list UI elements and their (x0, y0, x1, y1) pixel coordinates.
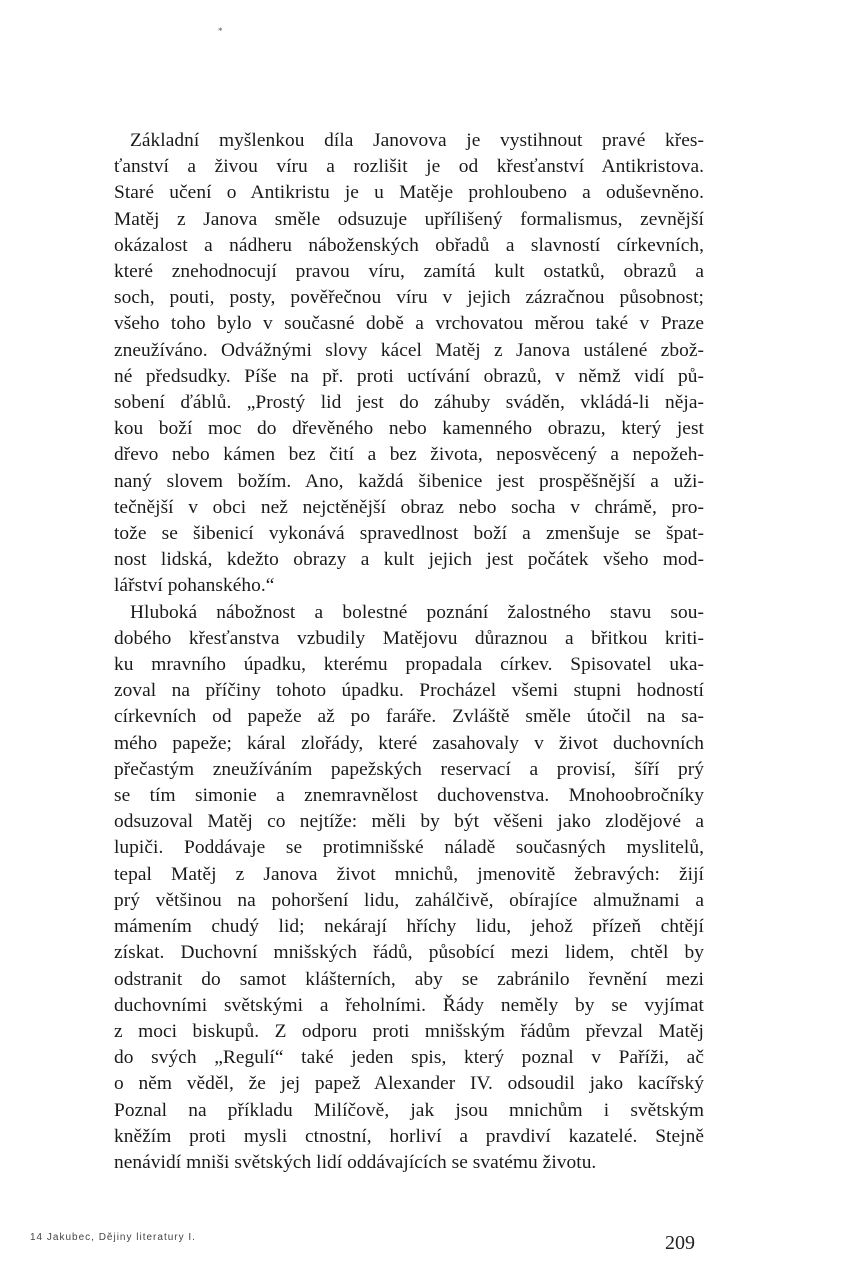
text-line: ku mravního úpadku, kterému propadala církev. Spisovatel uka- (114, 654, 704, 676)
page-number: 209 (665, 1232, 695, 1254)
text-line: z moci biskupů. Z odporu proti mnišským řádům převzal Matěj (114, 1020, 704, 1042)
text-line: všeho toho bylo v současné době a vrchovatou měrou také v Praze (114, 313, 704, 335)
text-line: odstranit do samot klášterních, aby se zabránilo řevnění mezi (114, 968, 704, 990)
text-line: nost lidská, kdežto obrazy a kult jejich jest počátek všeho mod- (114, 549, 704, 571)
text-line: kněžím proti mysli ctnostní, horliví a pravdiví kazatelé. Stejně (114, 1125, 704, 1147)
paragraph-2 (114, 600, 704, 1176)
text-line: soch, pouti, posty, pověřečnou víru v jejich zázračnou působnost; (114, 287, 704, 309)
text-line: se tím simonie a znemravnělost duchovenstva. Mnohoobročníky (114, 785, 704, 807)
text-line: zoval na příčiny tohoto úpadku. Procházel všemi stupni hodností (114, 680, 704, 702)
page-mark: * (218, 26, 223, 36)
text-line: získat. Duchovní mnišských řádů, působící mezi lidem, chtěl by (114, 942, 704, 964)
text-line: mého papeže; káral zlořády, které zasahovaly v život duchovních (114, 732, 704, 754)
text-line: dřevo nebo kámen bez čití a bez života, neposvěcený a nepožeh- (114, 444, 704, 466)
text-line: prý většinou na pohoršení lidu, zahálčivě, obírajíce almužnami a (114, 889, 704, 911)
text-line: o něm věděl, že jej papež Alexander IV. odsoudil jako kacířský (114, 1073, 704, 1095)
text-line: přečastým zneužíváním papežských reservací a provisí, šíří prý (114, 758, 704, 780)
text-line: né předsudky. Píše na př. proti uctívání obrazů, v němž vidí pů- (114, 365, 704, 387)
text-line: církevních od papeže až po faráře. Zvláště směle útočil na sa- (114, 706, 704, 728)
paragraph-1 (114, 128, 704, 600)
text-line: mámením chudý lid; nekárají hříchy lidu, jehož přízeň chtějí (114, 916, 704, 938)
body-text (114, 128, 704, 1176)
text-line: tečnější v obci než nejctěnější obraz nebo socha v chrámě, pro- (114, 496, 704, 518)
text-line: do svých „Regulí“ také jeden spis, který poznal v Paříži, ač (114, 1047, 704, 1069)
text-line: Poznal na příkladu Milíčově, jak jsou mnichům i světským (114, 1099, 704, 1121)
text-line: Staré učení o Antikristu je u Matěje prohloubeno a oduševněno. (114, 182, 704, 204)
text-line: okázalost a nádheru náboženských obřadů a slavností církevních, (114, 234, 704, 256)
text-line: kou boží moc do dřevěného nebo kamenného obrazu, který jest (114, 418, 704, 440)
text-line: Základní myšlenkou díla Janovova je vystihnout pravé křes- (130, 130, 704, 151)
text-line: lářství pohanského.“ (114, 575, 275, 597)
text-line: tože se šibenicí vykonává spravedlnost boží a zmenšuje se špat- (114, 523, 704, 545)
text-line: lupiči. Poddávaje se protimnišské náladě současných myslitelů, (114, 837, 704, 859)
footer-signature: 14 Jakubec, Dějiny literatury I. (30, 1232, 196, 1243)
text-line: Matěj z Janova směle odsuzuje upřílišený formalismus, zevnější (114, 208, 704, 230)
text-line: naný slovem božím. Ano, každá šibenice jest prospěšnější a uži- (114, 470, 704, 492)
text-line: sobení ďáblů. „Prostý lid jest do záhuby sváděn, vkládá-li něja- (114, 392, 704, 414)
text-line: Hluboká nábožnost a bolestné poznání žalostného stavu sou- (130, 601, 704, 623)
text-line: odsuzoval Matěj co nejtíže: měli by být věšeni jako zlodějové a (114, 811, 704, 833)
text-line: ťanství a živou víru a rozlišit je od křesťanství Antikristova. (114, 156, 704, 178)
text-line: dobého křesťanstva vzbudily Matějovu důraznou a břitkou kriti- (114, 627, 704, 649)
text-line: zneužíváno. Odvážnými slovy kácel Matěj z Janova ustálené zbož- (114, 339, 704, 361)
text-line: duchovními světskými a řeholními. Řády neměly by se vyjímat (114, 994, 704, 1016)
text-line: tepal Matěj z Janova život mnichů, jmenovitě žebravých: žijí (114, 863, 704, 885)
text-line: nenávidí mniši světských lidí oddávajících se svatému životu. (114, 1151, 597, 1173)
text-line: které znehodnocují pravou víru, zamítá kult ostatků, obrazů a (114, 261, 704, 283)
